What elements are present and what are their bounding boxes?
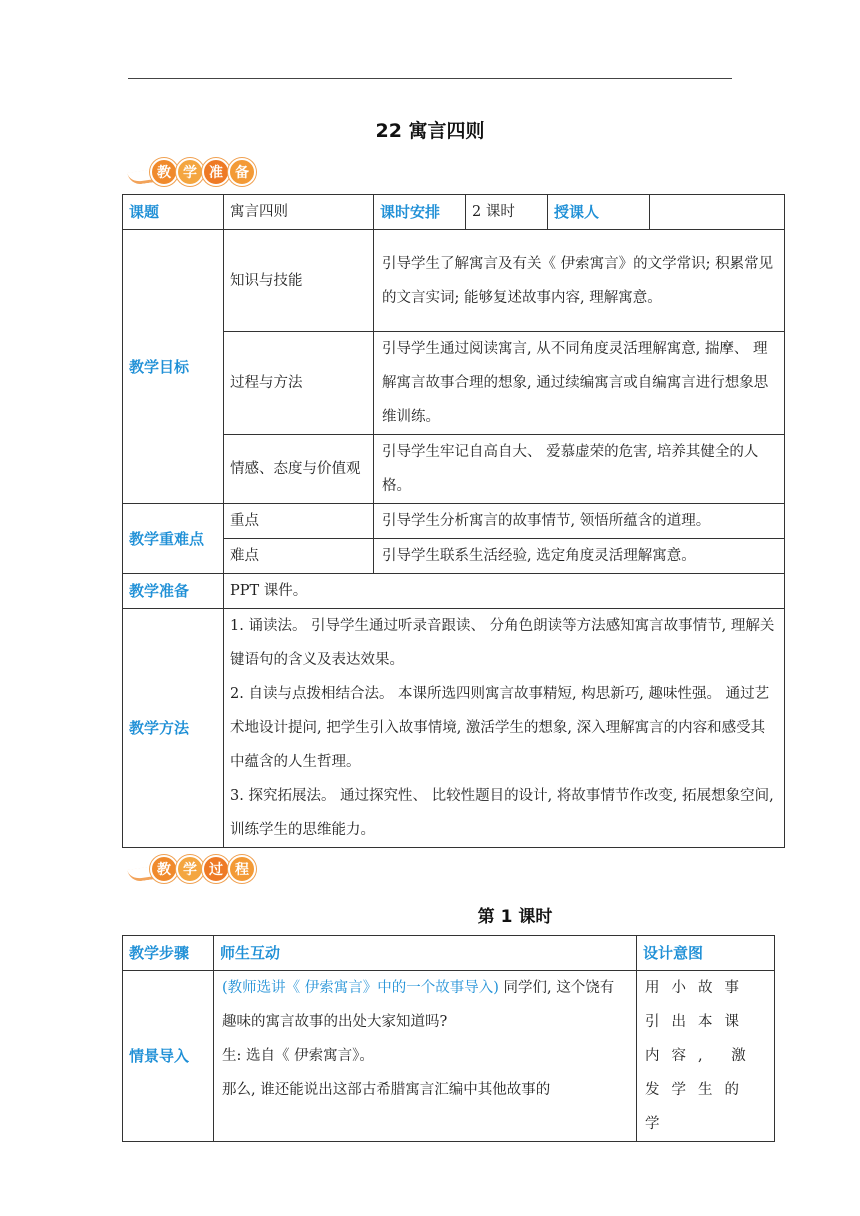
key-name: 重点 — [224, 504, 374, 539]
prep-label: 教学准备 — [123, 574, 224, 609]
method-paragraph: 2. 自读与点拨相结合法。 本课所选四则寓言故事精短, 构思新巧, 趣味性强。 通过艺术地设计提问, 把学生引入故事情境, 激活学生的想象, 深入理解寓言的内容和感受其中蕴含的人生哲理。 — [230, 686, 770, 770]
badge-char: 过 — [202, 855, 230, 883]
prep-text: PPT 课件。 — [224, 574, 785, 609]
header-interaction: 师生互动 — [214, 936, 637, 971]
hours-value: 2 课时 — [466, 195, 548, 230]
goal-name: 情感、态度与价值观 — [224, 435, 374, 504]
hours-label: 课时安排 — [374, 195, 466, 230]
interaction-line: 同学们, 这个饶有趣味的寓言故事的出处大家知道吗? — [222, 980, 615, 1030]
teacher-label: 授课人 — [548, 195, 650, 230]
section-badge-preparation — [128, 156, 249, 184]
key-text: 引导学生分析寓言的故事情节, 领悟所蕴含的道理。 — [374, 504, 785, 539]
interaction-text — [214, 971, 637, 1142]
badge-char: 学 — [176, 855, 204, 883]
header-rule — [128, 78, 732, 79]
goals-label: 教学目标 — [123, 230, 224, 504]
section-badge-process — [128, 853, 249, 881]
badge-char: 程 — [228, 855, 256, 883]
topic-label: 课题 — [123, 195, 224, 230]
key-text: 引导学生联系生活经验, 选定角度灵活理解寓意。 — [374, 539, 785, 574]
goal-name: 知识与技能 — [224, 230, 374, 332]
badge-char: 教 — [150, 158, 178, 186]
interaction-line: 那么, 谁还能说出这部古希腊寓言汇编中其他故事的 — [222, 1082, 551, 1098]
goal-name: 过程与方法 — [224, 332, 374, 435]
session-title: 第 1 课时 — [477, 907, 553, 927]
header-intent: 设计意图 — [637, 936, 775, 971]
badge-char: 备 — [228, 158, 256, 186]
method-label: 教学方法 — [123, 609, 224, 848]
step-name: 情景导入 — [123, 971, 214, 1142]
key-label: 教学重难点 — [123, 504, 224, 574]
badge-char: 准 — [202, 158, 230, 186]
interaction-line: 生: 选自《 伊索寓言》。 — [222, 1048, 374, 1064]
topic-value: 寓言四则 — [224, 195, 374, 230]
badge-char: 学 — [176, 158, 204, 186]
lesson-info-table — [122, 194, 785, 848]
key-name: 难点 — [224, 539, 374, 574]
intent-text: 用小故事引出本课内容, 激发学生的学 — [637, 971, 775, 1142]
page-title: 22 寓言四则 — [375, 120, 485, 142]
badge-char: 教 — [150, 855, 178, 883]
lead-note: (教师选讲《 伊索寓言》中的一个故事导入) — [222, 980, 499, 996]
teacher-value — [650, 195, 785, 230]
method-paragraph: 3. 探究拓展法。 通过探究性、 比较性题目的设计, 将故事情节作改变, 拓展想象空间, 训练学生的思维能力。 — [230, 788, 774, 838]
method-text — [224, 609, 785, 848]
goal-text: 引导学生通过阅读寓言, 从不同角度灵活理解寓意, 揣摩、 理解寓言故事合理的想象, 通过续编寓言或自编寓言进行想象思维训练。 — [374, 332, 785, 435]
goal-text: 引导学生牢记自高自大、 爱慕虚荣的危害, 培养其健全的人格。 — [374, 435, 785, 504]
goal-text: 引导学生了解寓言及有关《 伊索寓言》的文学常识; 积累常见的文言实词; 能够复述故事内容, 理解寓意。 — [374, 230, 785, 332]
header-step: 教学步骤 — [123, 936, 214, 971]
process-table — [122, 935, 775, 1142]
method-paragraph: 1. 诵读法。 引导学生通过听录音跟读、 分角色朗读等方法感知寓言故事情节, 理解关键语句的含义及表达效果。 — [230, 618, 775, 668]
